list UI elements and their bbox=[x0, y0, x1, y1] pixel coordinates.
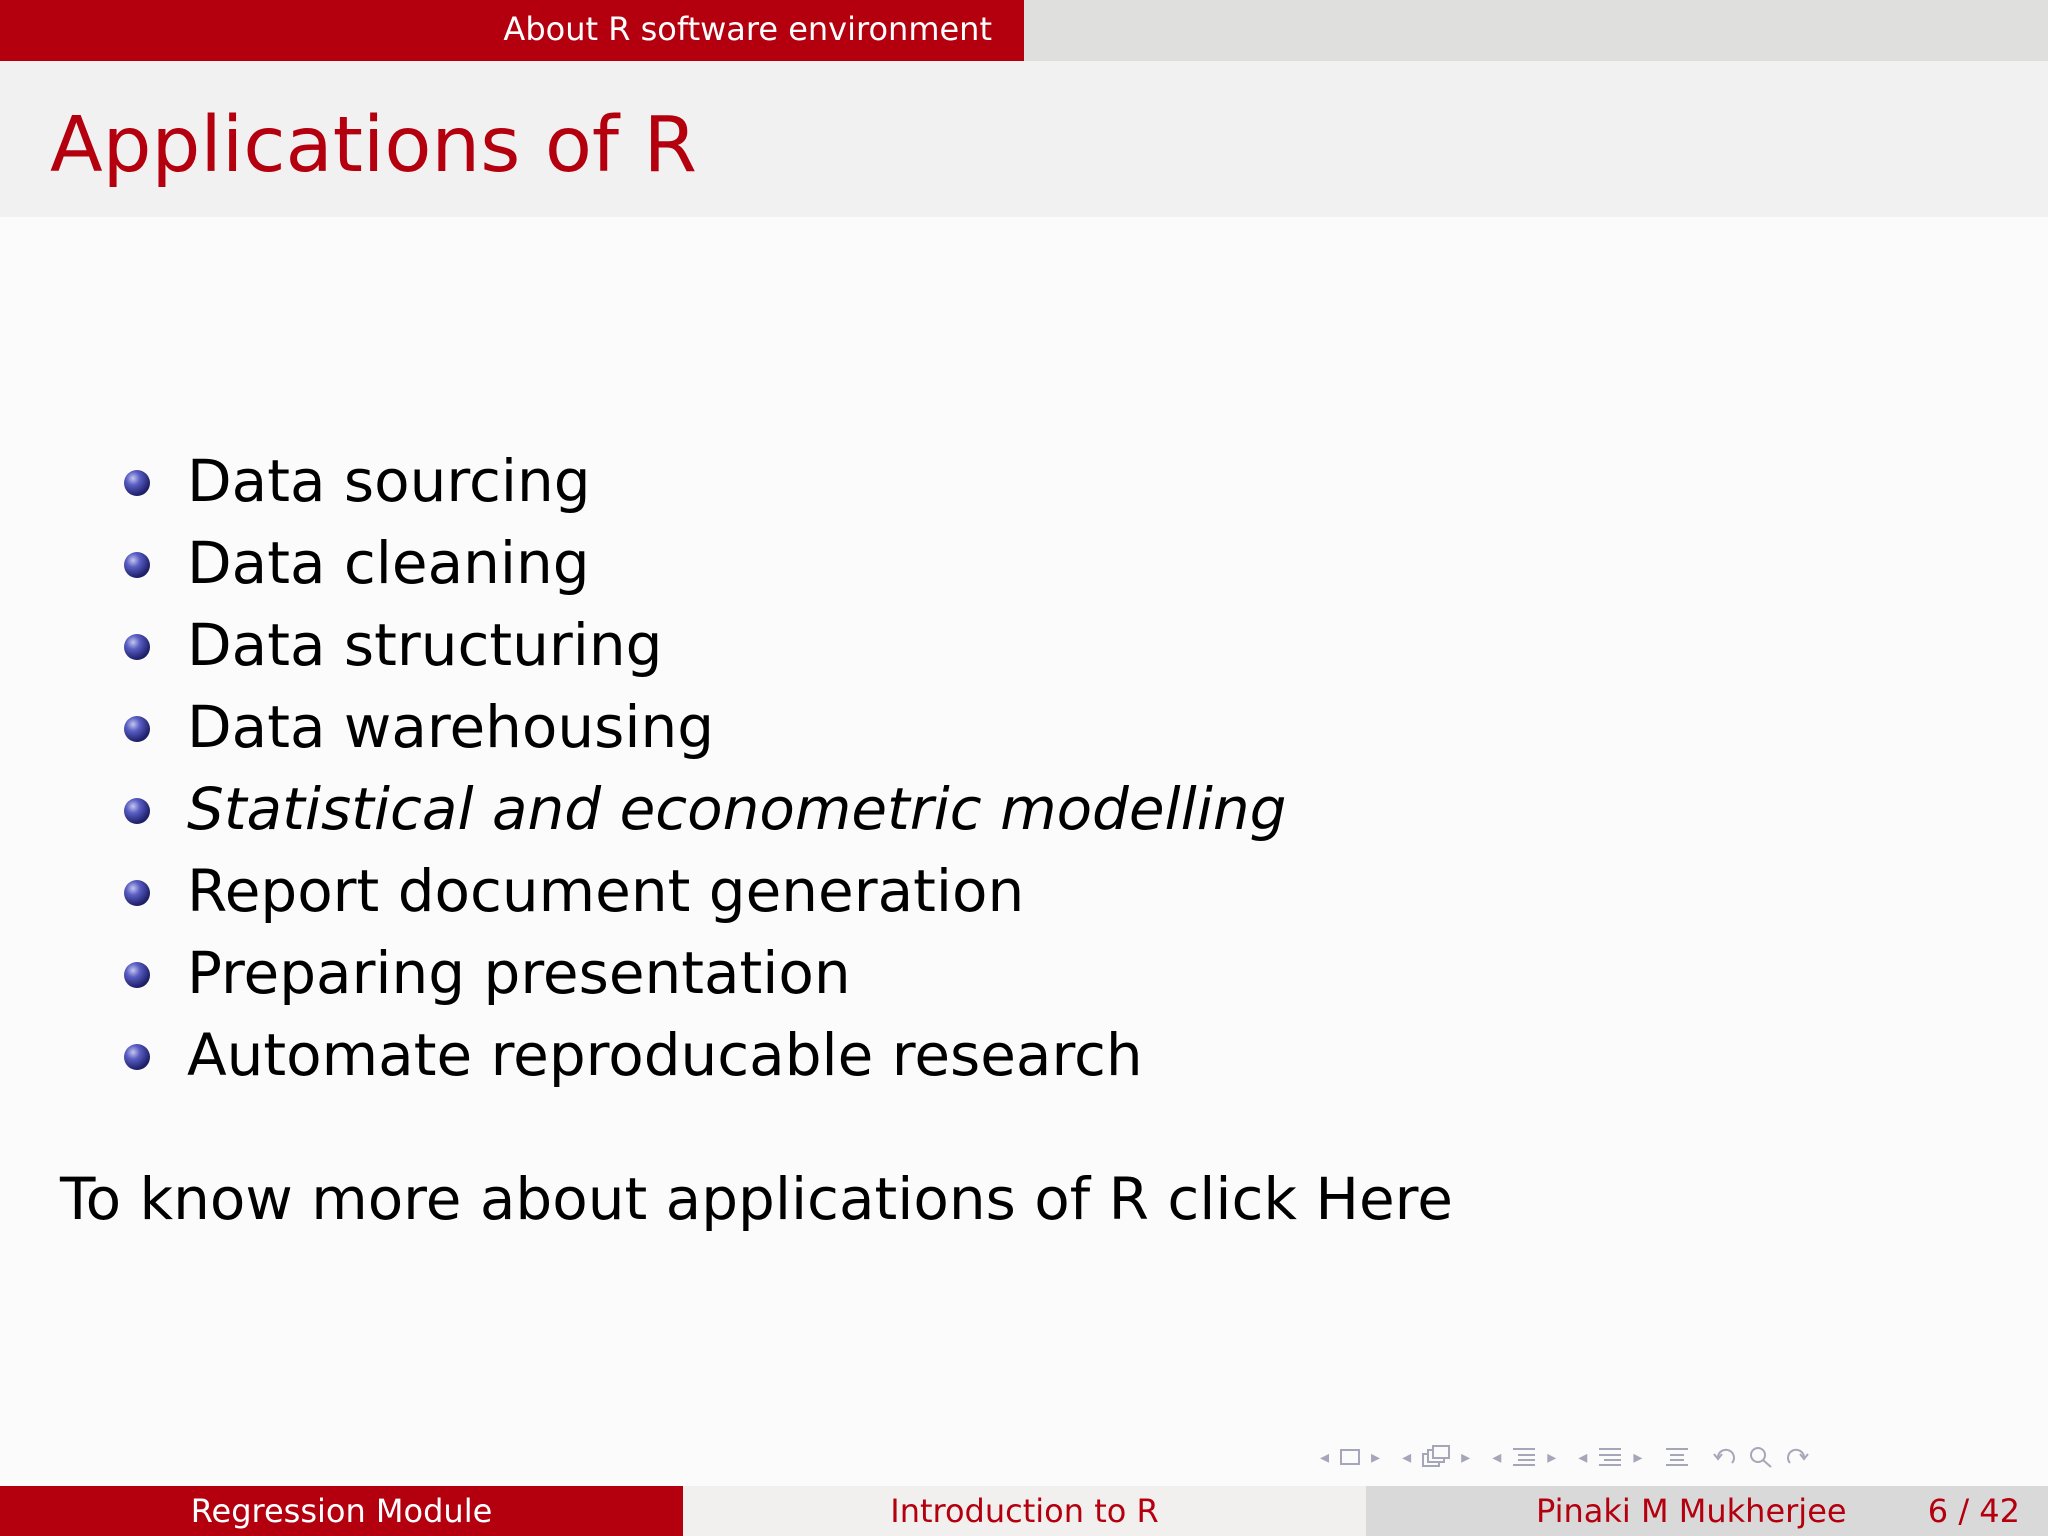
list-item-label: Report document generation bbox=[187, 857, 1025, 925]
list-item bbox=[0, 850, 1286, 932]
navigation-bar bbox=[1320, 1440, 1810, 1474]
frame-nav bbox=[1320, 1447, 1380, 1468]
list-item-label: Data cleaning bbox=[187, 529, 590, 597]
list-item-label: Statistical and econometric modelling bbox=[187, 775, 1287, 843]
arrow-left-icon[interactable]: ◂ bbox=[1492, 1446, 1502, 1468]
arrow-right-icon[interactable]: ▸ bbox=[1633, 1446, 1643, 1468]
bullet-icon bbox=[124, 962, 150, 988]
search-icon[interactable] bbox=[1748, 1445, 1774, 1469]
header-bar bbox=[0, 0, 2048, 61]
arrow-left-icon[interactable]: ◂ bbox=[1578, 1446, 1588, 1468]
list-item-label: Data structuring bbox=[187, 611, 663, 679]
bullet-icon bbox=[124, 634, 150, 660]
arrow-right-icon[interactable]: ▸ bbox=[1547, 1446, 1557, 1468]
footnote bbox=[60, 1158, 1453, 1240]
frame-title-bar bbox=[0, 61, 2048, 217]
footer-bar bbox=[0, 1486, 2048, 1536]
list-item bbox=[0, 604, 1286, 686]
list-item-label: Preparing presentation bbox=[187, 939, 851, 1007]
footer-title: Introduction to R bbox=[683, 1486, 1366, 1536]
frame-nav-icon[interactable] bbox=[1339, 1448, 1361, 1466]
list-item bbox=[0, 1014, 1286, 1096]
here-link[interactable]: Here bbox=[1315, 1165, 1453, 1233]
list-item bbox=[0, 686, 1286, 768]
page-number: 6 / 42 bbox=[1927, 1492, 2020, 1530]
footnote-text: To know more about applications of R click bbox=[60, 1165, 1316, 1233]
subsection-nav bbox=[1402, 1444, 1470, 1470]
section-title[interactable]: About R software environment bbox=[0, 0, 1024, 61]
subsection-list-icon[interactable] bbox=[1597, 1446, 1623, 1468]
search-nav bbox=[1712, 1445, 1810, 1469]
arrow-left-icon[interactable]: ◂ bbox=[1320, 1446, 1330, 1468]
subsection-list-nav bbox=[1578, 1446, 1642, 1468]
footer-author-page bbox=[1366, 1486, 2048, 1536]
section-nav bbox=[1492, 1446, 1556, 1468]
list-item-label: Data warehousing bbox=[187, 693, 715, 761]
list-item-label: Automate reproducable research bbox=[187, 1021, 1143, 1089]
footer-short-title: Regression Module bbox=[0, 1486, 683, 1536]
list-item-label: Data sourcing bbox=[187, 447, 591, 515]
arrow-right-icon[interactable]: ▸ bbox=[1371, 1446, 1381, 1468]
bullet-icon bbox=[124, 552, 150, 578]
section-nav-icon[interactable] bbox=[1511, 1446, 1537, 1468]
list-item bbox=[0, 522, 1286, 604]
arrow-right-icon[interactable]: ▸ bbox=[1461, 1446, 1471, 1468]
back-icon[interactable] bbox=[1712, 1445, 1738, 1469]
undo-icon[interactable] bbox=[1784, 1445, 1810, 1469]
arrow-left-icon[interactable]: ◂ bbox=[1402, 1446, 1412, 1468]
bullet-icon bbox=[124, 470, 150, 496]
align-icon[interactable] bbox=[1664, 1446, 1690, 1468]
bullet-list bbox=[0, 440, 1286, 1096]
bullet-icon bbox=[124, 798, 150, 824]
list-item bbox=[0, 440, 1286, 522]
align-nav bbox=[1664, 1446, 1690, 1468]
bullet-icon bbox=[124, 716, 150, 742]
bullet-icon bbox=[124, 880, 150, 906]
footer-author: Pinaki M Mukherjee bbox=[1536, 1492, 1847, 1530]
subsection-nav-icon[interactable] bbox=[1421, 1444, 1451, 1470]
list-item bbox=[0, 768, 1286, 850]
list-item bbox=[0, 932, 1286, 1014]
slide-title: Applications of R bbox=[50, 101, 698, 190]
bullet-icon bbox=[124, 1044, 150, 1070]
